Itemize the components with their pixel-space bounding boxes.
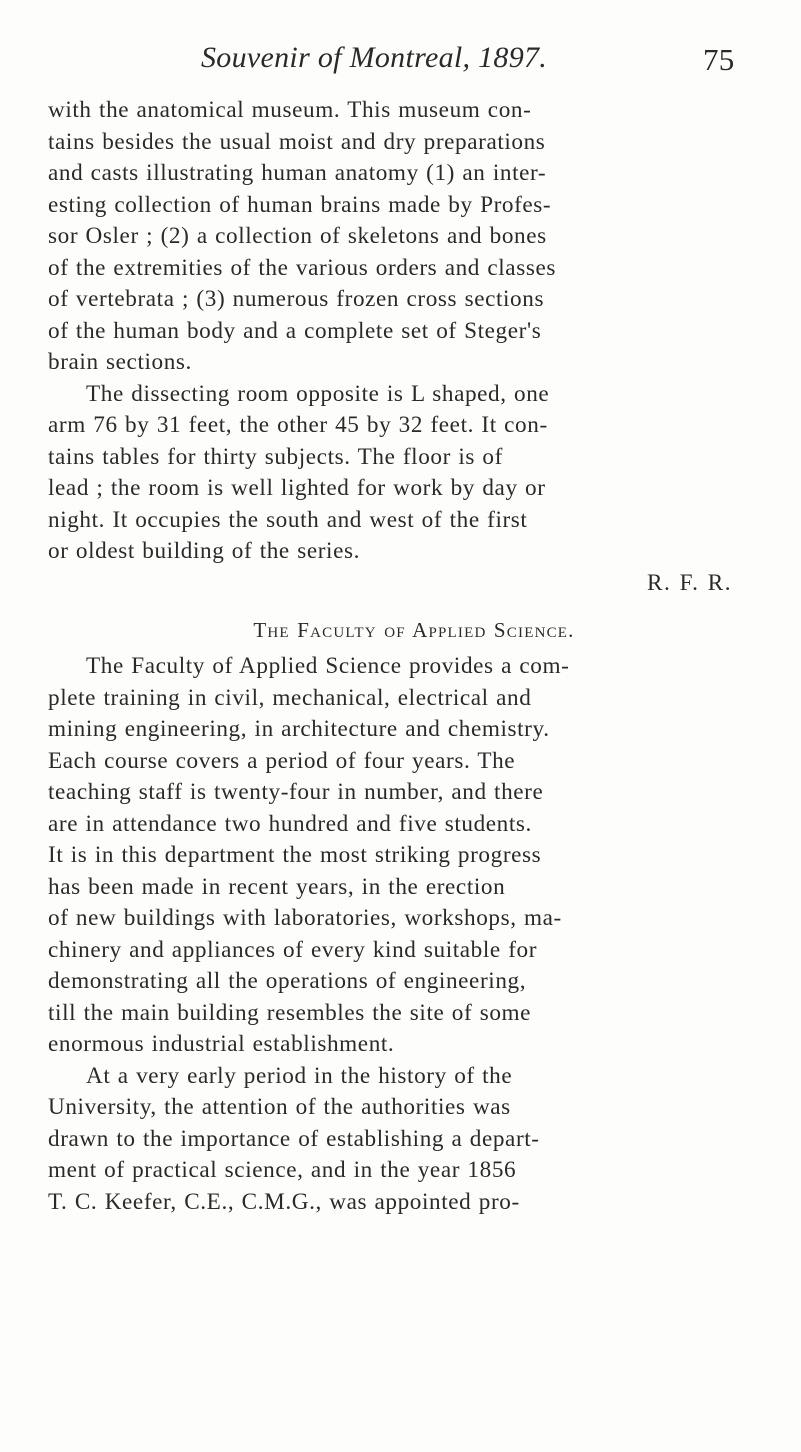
text-line: At a very early period in the history of the xyxy=(86,1062,513,1089)
text-line: has been made in recent years, in the erection xyxy=(48,873,506,900)
text-line: tains tables for thirty subjects. The floor is of xyxy=(48,443,503,470)
text-line: sor Osler ; (2) a collection of skeletons and bones xyxy=(48,223,547,249)
paragraph-dissecting-room xyxy=(48,379,748,568)
text-line: of vertebrata ; (3) numerous frozen cross sections xyxy=(48,286,545,312)
text-line: drawn to the importance of establishing a depart- xyxy=(48,1125,540,1152)
text-line: University, the attention of the authorities was xyxy=(48,1094,511,1120)
text-line: tains besides the usual moist and dry preparations xyxy=(48,128,546,155)
text-line: night. It occupies the south and west of the first xyxy=(48,506,528,533)
text-line: plete training in civil, mechanical, electrical and xyxy=(48,684,532,711)
text-line: or oldest building of the series. xyxy=(48,538,361,564)
text-line: of the extremities of the various orders and classes xyxy=(48,254,556,281)
text-line: T. C. Keefer, C.E., C.M.G., was appointed pro- xyxy=(48,1188,520,1215)
text-line: The Faculty of Applied Science provides a com- xyxy=(86,653,570,679)
body-text xyxy=(48,95,748,1218)
text-line: of the human body and a complete set of Steger's xyxy=(48,317,542,344)
author-initials: R. F. R. xyxy=(647,569,732,596)
text-line: Each course covers a period of four years. The xyxy=(48,747,516,774)
text-line: The dissecting room opposite is L shaped, one xyxy=(86,380,550,407)
paragraph-faculty-overview xyxy=(48,651,748,1061)
text-line: and casts illustrating human anatomy (1) an inter- xyxy=(48,160,547,186)
text-line: with the anatomical museum. This museum con- xyxy=(48,97,532,123)
text-line: esting collection of human brains made by Profes- xyxy=(48,191,552,218)
text-line: demonstrating all the operations of engineering, xyxy=(48,968,527,994)
text-line: mining engineering, in architecture and chemistry. xyxy=(48,716,550,742)
text-line: arm 76 by 31 feet, the other 45 by 32 feet. It con- xyxy=(48,412,548,438)
running-header xyxy=(201,40,735,77)
paragraph-anatomical-museum xyxy=(48,95,748,379)
text-line: ment of practical science, and in the year 1856 xyxy=(48,1157,517,1183)
text-line: chinery and appliances of every kind suitable for xyxy=(48,936,538,963)
text-line: are in attendance two hundred and five students. xyxy=(48,810,532,837)
text-line: enormous industrial establishment. xyxy=(48,1031,395,1057)
text-line: teaching staff is twenty-four in number, and there xyxy=(48,779,544,805)
text-line: of new buildings with laboratories, workshops, ma- xyxy=(48,905,562,931)
text-line: till the main building resembles the site of some xyxy=(48,999,532,1026)
text-line: brain sections. xyxy=(48,349,192,375)
page-number: 75 xyxy=(703,42,735,77)
text-line: lead ; the room is well lighted for work by day or xyxy=(48,475,546,501)
running-title: Souvenir of Montreal, 1897. xyxy=(201,41,548,74)
section-heading: The Faculty of Applied Science. xyxy=(253,618,575,642)
text-line: It is in this department the most striking progress xyxy=(48,842,542,868)
paragraph-early-history xyxy=(48,1061,748,1219)
